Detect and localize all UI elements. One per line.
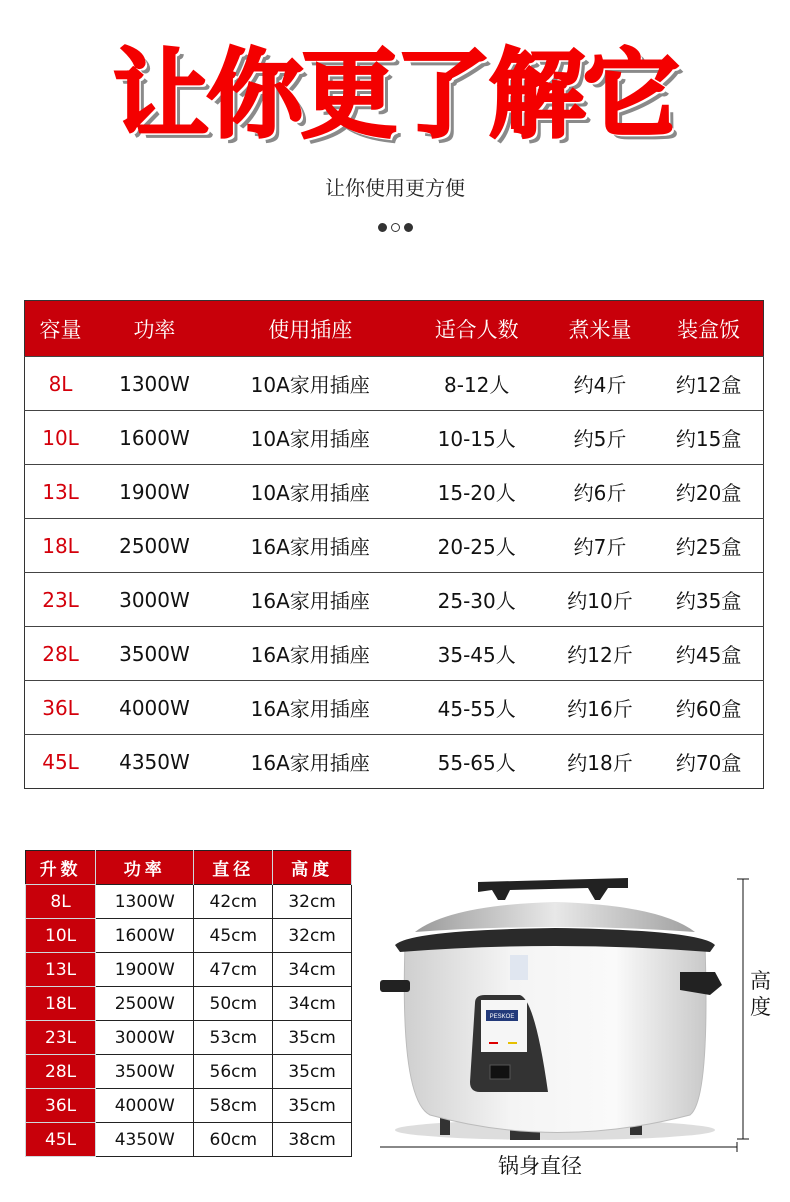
table-cell: 约4斤 (546, 357, 654, 411)
table-cell: 55-65人 (408, 735, 546, 789)
table-cell: 10A家用插座 (213, 465, 408, 519)
table-row (25, 465, 764, 519)
table-cell: 45L (26, 1123, 96, 1157)
table-row (26, 1089, 352, 1123)
table-cell: 约6斤 (546, 465, 654, 519)
table-cell: 36L (26, 1089, 96, 1123)
table-cell: 4000W (96, 681, 213, 735)
column-header: 容量 (25, 301, 97, 357)
table-cell: 10A家用插座 (213, 357, 408, 411)
table-cell: 约12盒 (654, 357, 763, 411)
table-cell: 23L (26, 1021, 96, 1055)
pager-dot (404, 223, 413, 232)
table-cell: 35-45人 (408, 627, 546, 681)
table-cell: 25-30人 (408, 573, 546, 627)
table-cell: 4000W (96, 1089, 194, 1123)
pager-dot-empty (391, 223, 400, 232)
table-row (25, 573, 764, 627)
table-cell: 53cm (194, 1021, 273, 1055)
page-subtitle: 让你使用更方便 (325, 176, 465, 200)
table-row (25, 411, 764, 465)
table-cell: 16A家用插座 (213, 573, 408, 627)
table-cell: 约45盒 (654, 627, 763, 681)
table-row (26, 1055, 352, 1089)
table-cell: 15-20人 (408, 465, 546, 519)
table-cell: 32cm (273, 885, 352, 919)
table-cell: 28L (26, 1055, 96, 1089)
table-cell: 34cm (273, 987, 352, 1021)
table-row (25, 519, 764, 573)
column-header: 使用插座 (213, 301, 408, 357)
table-cell: 3500W (96, 627, 213, 681)
column-header: 升数 (26, 851, 96, 885)
table-cell: 42cm (194, 885, 273, 919)
table-cell: 16A家用插座 (213, 681, 408, 735)
table-cell: 约12斤 (546, 627, 654, 681)
table-cell: 10-15人 (408, 411, 546, 465)
column-header: 功率 (96, 851, 194, 885)
table-cell: 20-25人 (408, 519, 546, 573)
table-cell: 36L (25, 681, 97, 735)
table-cell: 23L (25, 573, 97, 627)
table-cell: 35cm (273, 1021, 352, 1055)
column-header: 煮米量 (546, 301, 654, 357)
table-row (25, 681, 764, 735)
table-cell: 1900W (96, 953, 194, 987)
table-cell: 约18斤 (546, 735, 654, 789)
table-cell: 45L (25, 735, 97, 789)
table-cell: 38cm (273, 1123, 352, 1157)
diameter-label: 锅身直径 (498, 1154, 582, 1178)
table-cell: 1300W (96, 885, 194, 919)
table-row (26, 1123, 352, 1157)
table-cell: 3500W (96, 1055, 194, 1089)
table-row (26, 919, 352, 953)
table-cell: 约10斤 (546, 573, 654, 627)
table-cell: 约16斤 (546, 681, 654, 735)
table-cell: 35cm (273, 1089, 352, 1123)
table-cell: 2500W (96, 987, 194, 1021)
height-label: 高度 (750, 969, 771, 1019)
table-cell: 约5斤 (546, 411, 654, 465)
table-cell: 13L (26, 953, 96, 987)
column-header: 适合人数 (408, 301, 546, 357)
capacity-spec-table (24, 300, 764, 789)
table-cell: 50cm (194, 987, 273, 1021)
table-cell: 约60盒 (654, 681, 763, 735)
table-cell: 3000W (96, 1021, 194, 1055)
table-cell: 10L (25, 411, 97, 465)
table-cell: 3000W (96, 573, 213, 627)
table-cell: 约35盒 (654, 573, 763, 627)
table-row (26, 987, 352, 1021)
table-cell: 1600W (96, 919, 194, 953)
table-cell: 56cm (194, 1055, 273, 1089)
table-cell: 约70盒 (654, 735, 763, 789)
table-cell: 8L (26, 885, 96, 919)
table-cell: 1600W (96, 411, 213, 465)
table-cell: 1900W (96, 465, 213, 519)
table-row (26, 885, 352, 919)
table-cell: 16A家用插座 (213, 735, 408, 789)
table-cell: 45-55人 (408, 681, 546, 735)
table-row (25, 735, 764, 789)
table-cell: 35cm (273, 1055, 352, 1089)
table-cell: 4350W (96, 1123, 194, 1157)
table-row (25, 357, 764, 411)
table-cell: 16A家用插座 (213, 519, 408, 573)
column-header: 直径 (194, 851, 273, 885)
table-cell: 8-12人 (408, 357, 546, 411)
table-cell: 10L (26, 919, 96, 953)
table-row (26, 1021, 352, 1055)
table-cell: 18L (25, 519, 97, 573)
table-cell: 8L (25, 357, 97, 411)
table-cell: 60cm (194, 1123, 273, 1157)
table-cell: 4350W (96, 735, 213, 789)
table-cell: 47cm (194, 953, 273, 987)
table-cell: 约15盒 (654, 411, 763, 465)
column-header: 高度 (273, 851, 352, 885)
table-cell: 58cm (194, 1089, 273, 1123)
rice-cooker-image (370, 860, 790, 1160)
pager-dot (378, 223, 387, 232)
table-cell: 45cm (194, 919, 273, 953)
table-row (26, 953, 352, 987)
table-cell: 13L (25, 465, 97, 519)
table-cell: 10A家用插座 (213, 411, 408, 465)
table-cell: 约20盒 (654, 465, 763, 519)
table-row (25, 627, 764, 681)
size-spec-table (25, 850, 352, 1157)
table-cell: 约7斤 (546, 519, 654, 573)
page-title: 让你更了解它 (113, 39, 677, 151)
pager-dots (0, 223, 790, 232)
table-cell: 28L (25, 627, 97, 681)
table-cell: 2500W (96, 519, 213, 573)
column-header: 功率 (96, 301, 213, 357)
table-cell: 1300W (96, 357, 213, 411)
brand-logo: PESKOE (489, 1014, 515, 1020)
table-cell: 18L (26, 987, 96, 1021)
table-cell: 约25盒 (654, 519, 763, 573)
table-cell: 32cm (273, 919, 352, 953)
table-cell: 16A家用插座 (213, 627, 408, 681)
column-header: 装盒饭 (654, 301, 763, 357)
table-cell: 34cm (273, 953, 352, 987)
